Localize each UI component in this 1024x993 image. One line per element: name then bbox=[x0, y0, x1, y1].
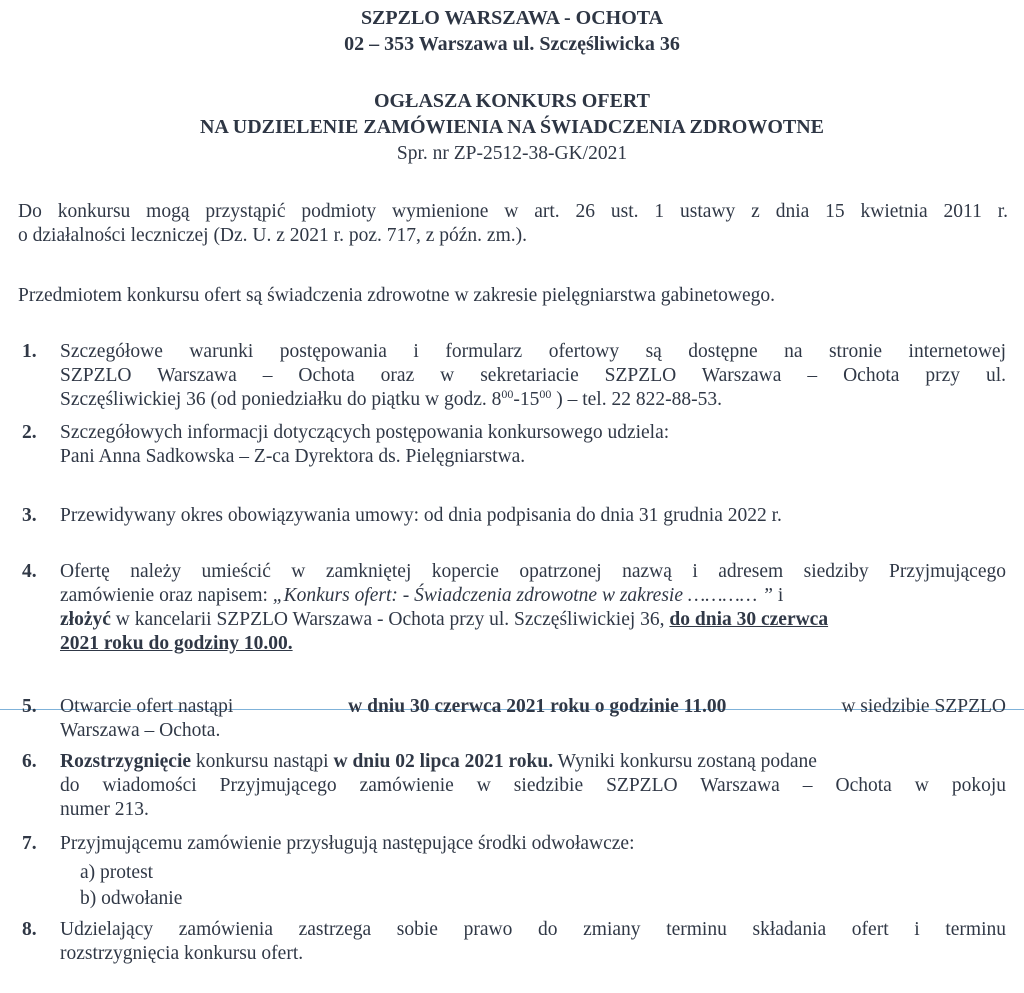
hours-text: Szczęśliwickiej 36 (od poniedziałku do piątku w godz. 8 bbox=[60, 389, 502, 410]
item-line: Przewidywany okres obowiązywania umowy: od dnia podpisania do dnia 31 grudnia 2022 r. bbox=[60, 505, 782, 526]
item-line: Udzielający zamówienia zastrzega sobie prawo do zmiany terminu składania ofert i terminu bbox=[60, 919, 1006, 940]
organization-name: SZPZLO WARSZAWA - OCHOTA bbox=[360, 7, 664, 29]
item-number: 6. bbox=[22, 751, 37, 772]
item-line bbox=[60, 584, 1006, 608]
subject-text: Przedmiotem konkursu ofert są świadczenia zdrowotne w zakresie pielęgniarstwa gabinetowego. bbox=[18, 285, 775, 306]
case-reference: Spr. nr ZP-2512-38-GK/2021 bbox=[396, 143, 628, 164]
item-body bbox=[60, 340, 1006, 412]
item-text: i bbox=[772, 585, 784, 606]
item-line: Przyjmującemu zamówienie przysługują następujące środki odwoławcze: bbox=[60, 833, 635, 854]
item-number: 1. bbox=[22, 341, 37, 362]
item-line bbox=[60, 695, 1006, 719]
deadline-text: do dnia 30 czerwca bbox=[669, 609, 829, 630]
item-body bbox=[60, 504, 1006, 528]
deadline-text: 2021 roku do godziny 10.00. bbox=[60, 633, 293, 654]
item-line: Warszawa – Ochota. bbox=[60, 720, 221, 741]
announcement-title: OGŁASZA KONKURS OFERT bbox=[373, 90, 650, 112]
item-line: SZPZLO Warszawa – Ochota oraz w sekretariacie SZPZLO Warszawa – Ochota przy ul. bbox=[60, 365, 1006, 386]
item-line: Ofertę należy umieścić w zamkniętej kopercie opatrzonej nazwą i adresem siedziby Przyjmującego bbox=[60, 561, 1006, 582]
subject-paragraph bbox=[18, 284, 1008, 308]
intro-paragraph bbox=[18, 200, 1008, 248]
item-number: 4. bbox=[22, 561, 37, 582]
intro-line: o działalności leczniczej (Dz. U. z 2021 r. poz. 717, z późn. zm.). bbox=[18, 225, 527, 246]
item-number: 8. bbox=[22, 919, 37, 940]
item-body bbox=[60, 832, 1006, 856]
item-line bbox=[60, 750, 1006, 774]
resolution-date-text: w dniu 02 lipca 2021 roku. bbox=[333, 751, 554, 772]
item-line bbox=[60, 632, 1006, 656]
item-line: rozstrzygnięcia konkursu ofert. bbox=[60, 943, 304, 964]
intro-line: Do konkursu mogą przystąpić podmioty wymienione w art. 26 ust. 1 ustawy z dnia 15 kwietnia 2011 r. bbox=[18, 201, 1008, 222]
sub-item-appeal: b) odwołanie bbox=[80, 888, 183, 909]
item-text: Otwarcie ofert nastąpi bbox=[60, 696, 234, 717]
item-number: 2. bbox=[22, 422, 37, 443]
item-text: Wyniki konkursu zostaną podane bbox=[553, 751, 817, 772]
item-line: Szczegółowych informacji dotyczących postępowania konkursowego udziela: bbox=[60, 422, 670, 443]
item-body bbox=[60, 750, 1006, 822]
item-text: konkursu nastąpi bbox=[191, 751, 334, 772]
item-text: zamówienie oraz napisem: bbox=[60, 585, 273, 606]
item-line: do wiadomości Przyjmującego zamówienie w siedzibie SZPZLO Warszawa – Ochota w pokoju bbox=[60, 775, 1006, 796]
item-number: 5. bbox=[22, 696, 37, 717]
item-text: w kancelarii SZPZLO Warszawa - Ochota przy ul. Szczęśliwickiej 36, bbox=[110, 609, 670, 630]
item-body bbox=[60, 560, 1006, 656]
item-line: numer 213. bbox=[60, 799, 149, 820]
opening-date-text: w dniu 30 czerwca 2021 roku o godzinie 11.00 bbox=[348, 696, 727, 717]
item-line bbox=[60, 608, 1006, 632]
item-number: 3. bbox=[22, 505, 37, 526]
submit-verb: złożyć bbox=[60, 609, 111, 630]
item-line: Szczegółowe warunki postępowania i formularz ofertowy są dostępne na stronie internetowej bbox=[60, 341, 1006, 362]
item-body bbox=[60, 421, 1006, 469]
item-body bbox=[60, 918, 1006, 966]
phone-text: ) – tel. 22 822-88-53. bbox=[551, 389, 722, 410]
envelope-label-text: „Konkurs ofert: - Świadczenia zdrowotne w zakresie ………… ” bbox=[272, 585, 773, 606]
item-text: w siedzibie SZPZLO bbox=[841, 696, 1006, 717]
item-number: 7. bbox=[22, 833, 37, 854]
organization-address: 02 – 353 Warszawa ul. Szczęśliwicka 36 bbox=[344, 33, 680, 55]
resolution-word: Rozstrzygnięcie bbox=[60, 751, 192, 772]
sub-item-protest: a) protest bbox=[80, 862, 154, 883]
item-line bbox=[60, 388, 1006, 412]
hours-superscript: 00 bbox=[539, 387, 552, 401]
hours-text: -15 bbox=[513, 389, 540, 410]
item-line: Pani Anna Sadkowska – Z-ca Dyrektora ds. Pielęgniarstwa. bbox=[60, 446, 526, 467]
announcement-subtitle: NA UDZIELENIE ZAMÓWIENIA NA ŚWIADCZENIA ZDROWOTNE bbox=[199, 116, 824, 138]
item-body bbox=[60, 695, 1006, 743]
hours-superscript: 00 bbox=[501, 387, 514, 401]
